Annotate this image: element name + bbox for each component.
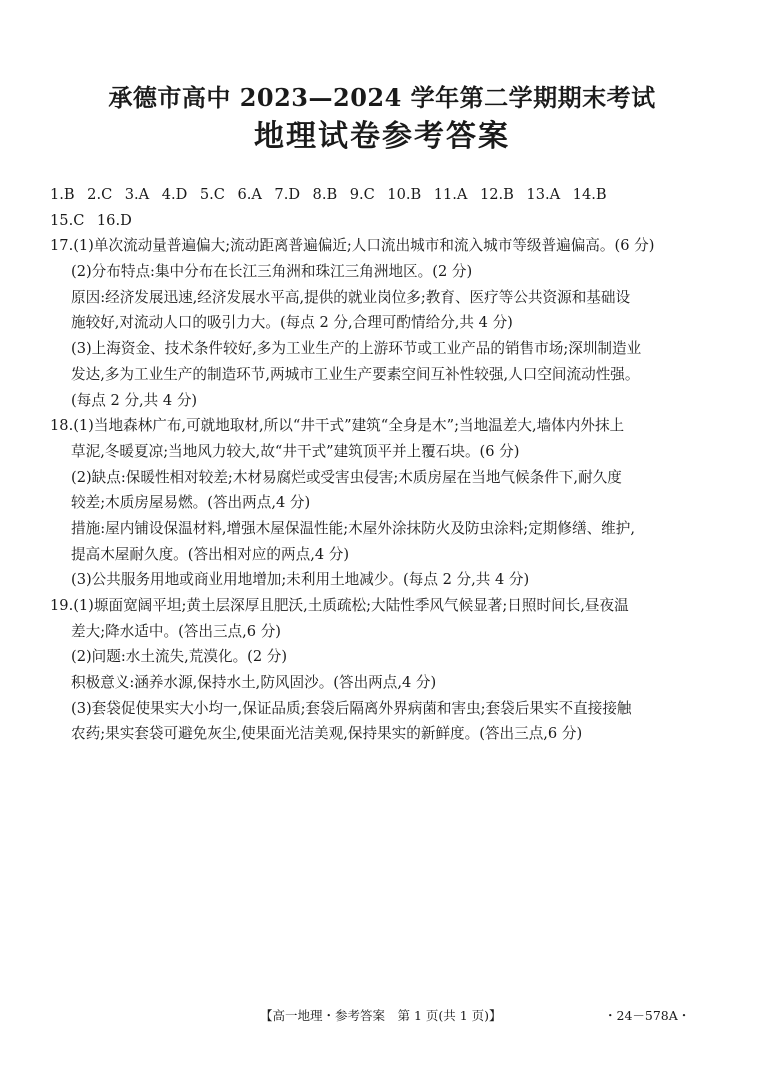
choice-answer: 13.A [526, 186, 561, 203]
answer-line: 18.(1)当地森林广布,可就地取材,所以“井干式”建筑“全身是木”;当地温差大,墙体内外抹上 [50, 417, 625, 435]
answer-line: 17.(1)单次流动量普遍偏大;流动距离普遍偏近;人口流出城市和流入城市等级普遍偏高。(6 分) [50, 237, 655, 255]
answer-line: (每点 2 分,共 4 分) [71, 391, 198, 409]
answer-line: (3)公共服务用地或商业用地增加;未利用土地减少。(每点 2 分,共 4 分) [71, 571, 530, 589]
choice-answer: 11.A [433, 186, 468, 203]
question-17 [50, 233, 714, 413]
answer-line: 提高木屋耐久度。(答出相对应的两点,4 分) [71, 545, 350, 563]
choice-answer: 2.C [87, 186, 113, 203]
choice-answer: 1.B [50, 186, 75, 203]
choice-answer: 10.B [387, 186, 422, 203]
page-number-label: 【高一地理・参考答案 第 1 页(共 1 页)】 [260, 1008, 502, 1023]
choice-answer: 3.A [124, 186, 150, 203]
choice-answers-row-1 [50, 182, 714, 208]
choice-answer: 12.B [479, 186, 514, 203]
answer-line: 施较好,对流动人口的吸引力大。(每点 2 分,合理可酌情给分,共 4 分) [71, 314, 513, 332]
choice-answer: 16.D [96, 211, 132, 229]
answer-line: 原因:经济发展迅速,经济发展水平高,提供的就业岗位多;教育、医疗等公共资源和基础设 [71, 288, 631, 306]
answer-line: 措施:屋内铺设保温材料,增强木屋保温性能;木屋外涂抹防火及防虫涂料;定期修缮、维护, [71, 519, 636, 537]
choice-answer: 4.D [161, 186, 188, 203]
answer-line: 差大;降水适中。(答出三点,6 分) [71, 622, 281, 640]
choice-answer: 7.D [274, 186, 301, 203]
answer-line: (3)上海资金、技术条件较好,多为工业生产的上游环节或工业产品的销售市场;深圳制造业 [71, 340, 642, 358]
answer-line: (2)问题:水土流失,荒漠化。(2 分) [71, 648, 288, 666]
answer-line: 发达,多为工业生产的制造环节,两城市工业生产要素空间互补性较强,人口空间流动性强。 [71, 365, 640, 383]
answer-line: 19.(1)塬面宽阔平坦;黄土层深厚且肥沃,土质疏松;大陆性季风气候显著;日照时间长,昼夜温 [50, 597, 629, 614]
exam-title: 承德市高中 2023—2024 学年第二学期期末考试 [108, 83, 656, 112]
choice-answers-row-2 [50, 208, 714, 234]
choice-answer: 14.B [572, 186, 607, 203]
answer-line: 积极意义:涵养水源,保持水土,防风固沙。(答出两点,4 分) [71, 674, 437, 692]
answer-line: 农药;果实套袋可避免灰尘,使果面光洁美观,保持果实的新鲜度。(答出三点,6 分) [71, 725, 583, 743]
question-19 [50, 593, 714, 747]
choice-answer: 5.C [199, 186, 225, 203]
question-18 [50, 413, 714, 593]
choice-answer: 9.C [349, 186, 375, 203]
answer-content [50, 182, 714, 747]
answer-key-title: 地理试卷参考答案 [254, 119, 510, 154]
answer-line: (2)分布特点:集中分布在长江三角洲和珠江三角洲地区。(2 分) [71, 263, 473, 281]
choice-answer: 6.A [237, 186, 262, 203]
answer-line: 草泥,冬暖夏凉;当地风力较大,故“井干式”建筑顶平并上覆石块。(6 分) [71, 442, 520, 460]
choice-answer: 15.C [50, 211, 85, 229]
answer-line: 较差;木质房屋易燃。(答出两点,4 分) [71, 494, 311, 512]
answer-line: (2)缺点:保暖性相对较差;木材易腐烂或受害虫侵害;木质房屋在当地气候条件下,耐久度 [71, 468, 622, 486]
document-code: ・24－578A・ [604, 1008, 691, 1023]
choice-answer: 8.B [312, 186, 338, 203]
answer-line: (3)套袋促使果实大小均一,保证品质;套袋后隔离外界病菌和害虫;套袋后果实不直接接触 [71, 699, 632, 717]
